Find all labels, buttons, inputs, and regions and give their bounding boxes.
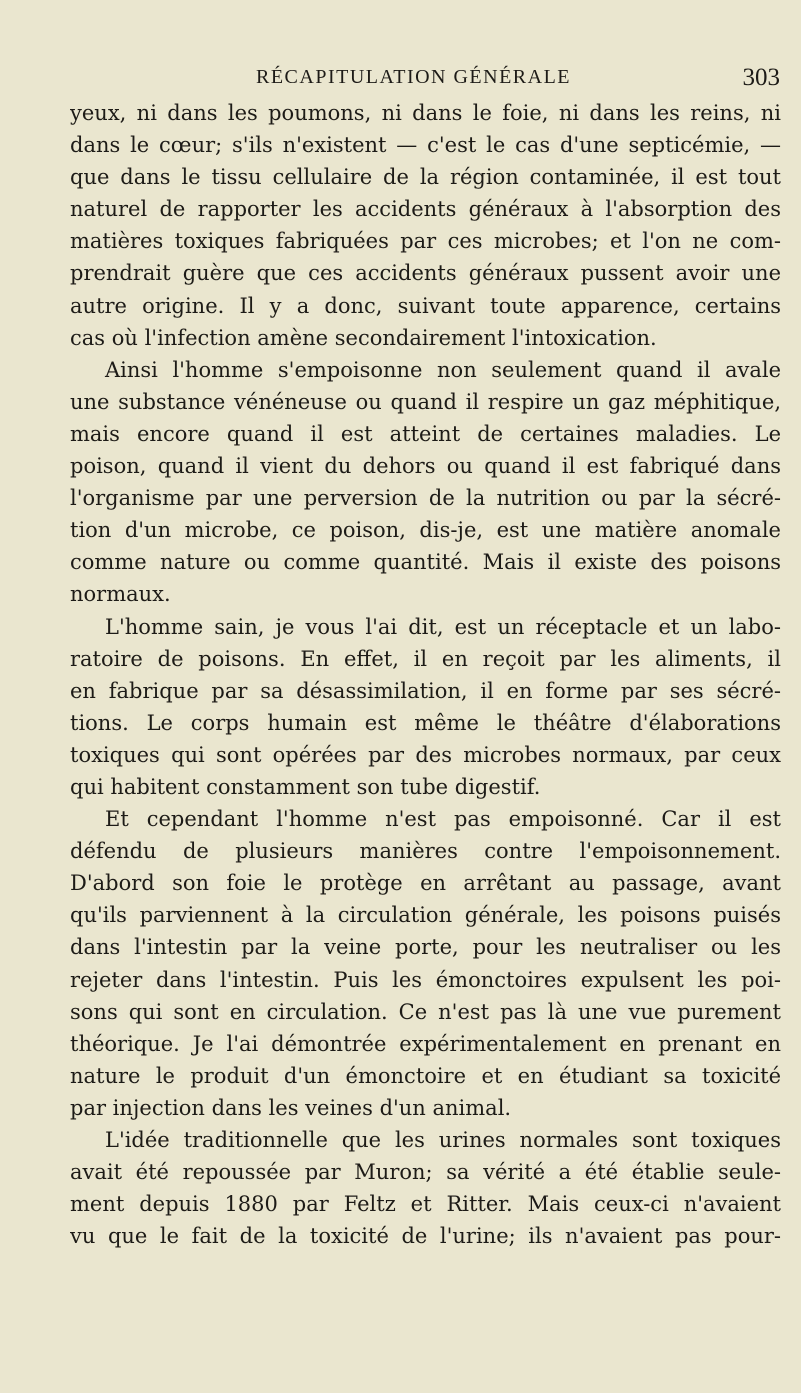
body-text	[70, 97, 781, 1252]
text-line: mais encore quand il est atteint de certaines maladies. Le	[70, 421, 781, 446]
text-line: avait été repoussée par Muron; sa vérité a été établie seule-	[70, 1160, 781, 1185]
text-line: yeux, ni dans les poumons, ni dans le foie, ni dans les reins, ni	[70, 101, 781, 125]
paragraph	[70, 803, 781, 1124]
text-line: dans le cœur; s'ils n'existent — c'est le cas d'une septicémie, —	[70, 133, 781, 158]
paragraph	[70, 97, 781, 354]
page-number: 303	[742, 64, 780, 91]
text-line: sons qui sont en circulation. Ce n'est pas là une vue purement	[70, 999, 781, 1024]
text-line: Ainsi l'homme s'empoisonne non seulement quand il avale	[105, 357, 781, 382]
text-line: une substance vénéneuse ou quand il respire un gaz méphitique,	[70, 389, 781, 414]
text-line: D'abord son foie le protège en arrêtant au passage, avant	[70, 871, 781, 896]
text-line: normaux.	[70, 582, 171, 607]
text-line: autre origine. Il y a donc, suivant toute apparence, certains	[70, 293, 781, 318]
text-line: tion d'un microbe, ce poison, dis-je, est une matière anomale	[70, 518, 781, 543]
text-line: naturel de rapporter les accidents généraux à l'absorption des	[70, 197, 781, 222]
running-head	[256, 66, 780, 96]
paragraph	[70, 1124, 781, 1252]
text-line: ment depuis 1880 par Feltz et Ritter. Mais ceux-ci n'avaient	[70, 1192, 781, 1217]
text-line: qu'ils parviennent à la circulation générale, les poisons puisés	[70, 903, 781, 928]
text-line: prendrait guère que ces accidents généraux pussent avoir une	[70, 261, 781, 286]
paragraph	[70, 611, 781, 804]
text-line: dans l'intestin par la veine porte, pour les neutraliser ou les	[70, 935, 781, 960]
text-line: rejeter dans l'intestin. Puis les émonctoires expulsent les poi-	[70, 967, 781, 992]
text-line: tions. Le corps humain est même le théâtre d'élaborations	[70, 710, 781, 735]
text-line: vu que le fait de la toxicité de l'urine; ils n'avaient pas pour-	[70, 1224, 781, 1249]
paragraph	[70, 354, 781, 611]
text-line: par injection dans les veines d'un animal.	[70, 1095, 512, 1120]
text-line: poison, quand il vient du dehors ou quand il est fabriqué dans	[70, 454, 781, 479]
text-line: Et cependant l'homme n'est pas empoisonné. Car il est	[105, 807, 781, 832]
text-line: théorique. Je l'ai démontrée expérimentalement en prenant en	[70, 1031, 781, 1056]
text-line: en fabrique par sa désassimilation, il en forme par ses sécré-	[70, 678, 781, 703]
text-line: l'organisme par une perversion de la nutrition ou par la sécré-	[70, 486, 781, 511]
text-line: cas où l'infection amène secondairement l'intoxication.	[70, 325, 657, 350]
text-line: défendu de plusieurs manières contre l'empoisonnement.	[70, 839, 781, 864]
running-head-title: RÉCAPITULATION GÉNÉRALE	[256, 66, 572, 88]
text-line: matières toxiques fabriquées par ces microbes; et l'on ne com-	[70, 229, 781, 254]
text-line: qui habitent constamment son tube digestif.	[70, 774, 541, 799]
text-line: comme nature ou comme quantité. Mais il existe des poisons	[70, 550, 781, 575]
text-line: L'idée traditionnelle que les urines normales sont toxiques	[105, 1128, 781, 1152]
text-line: que dans le tissu cellulaire de la région contaminée, il est tout	[70, 165, 781, 190]
text-line: nature le produit d'un émonctoire et en étudiant sa toxicité	[70, 1063, 781, 1088]
text-line: ratoire de poisons. En effet, il en reçoit par les aliments, il	[70, 646, 781, 671]
text-line: L'homme sain, je vous l'ai dit, est un réceptacle et un labo-	[105, 614, 781, 639]
text-line: toxiques qui sont opérées par des microbes normaux, par ceux	[70, 742, 781, 767]
